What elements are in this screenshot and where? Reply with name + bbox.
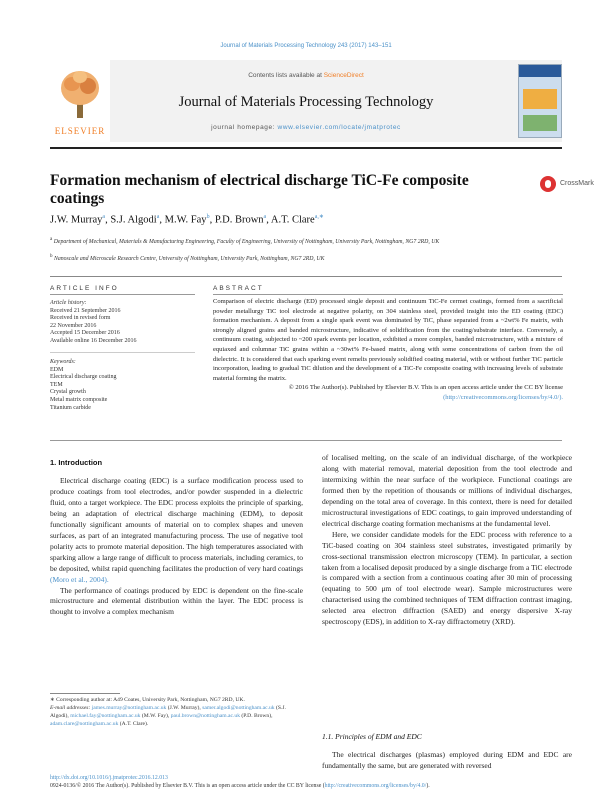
affiliation-b: $^b$ Nanoscale and Microscale Research Centre, University of Nottingham, University Park, Nottingham, NG7 2RD, UK bbox=[50, 254, 325, 262]
journal-title: Journal of Materials Processing Technology bbox=[178, 94, 434, 110]
bottom-reference bbox=[50, 774, 570, 790]
crossmark-label: CrossMark bbox=[560, 180, 594, 187]
email-link[interactable]: adam.clare@nottingham.ac.uk bbox=[50, 721, 119, 727]
keywords bbox=[50, 359, 190, 412]
right-column bbox=[322, 453, 572, 628]
email-link[interactable]: paul.brown@nottingham.ac.uk bbox=[170, 713, 240, 719]
author: S.J. Algodi bbox=[110, 214, 157, 226]
journal-masthead bbox=[50, 60, 562, 142]
article-title: Formation mechanism of electrical discharge TiC-Fe composite coatings bbox=[50, 172, 469, 207]
intro-heading: 1. Introduction bbox=[50, 458, 103, 467]
email-link[interactable]: michael.fay@nottingham.ac.uk bbox=[70, 713, 141, 719]
abstract-text: Comparison of electric discharge (ED) processed single deposit and continuum TiC-Fe cermet coatings, formed from a sacrificial powder metallurgy TiC tool electrode at negative polarity, on 304 stainless steel, provided insight into the ED coating (EDC) formation mechanism. A deposit from a single spark event was dominated by TiC, phase separated from a ~2wt% Fe matrix, with strongly aligned grains and banded microstructure, indicative of solidification from the coating/substrate interface. Conversely, a continuum coating, subjected to ~200 spark events per location, exhibited a more complex, banded microstructure, with a mixture of equiaxed and columnar TiC grains within a ~30wt% Fe-based matrix, along with some concentrations of carbon from the oil dielectric. It is considered that each sparking event remelts previously solidified coating material, with or without further TiC particle incorporation, leading to gradual TiC dilution and the development of a TiC-Fe composite coating with increasing levels of substrate material forming the matrix. © 2016 The Author(s). Published by Elsevier B.V. This is an open access article under the CC BY license (http://creativecommons.org/licenses/by/4.0/). bbox=[213, 298, 563, 401]
keyword: Crystal growth bbox=[50, 389, 86, 396]
corresponding-author-note: ∗ Corresponding author at: A49 Coates, University Park, Nottingham, NG7 2RD, UK. bbox=[50, 697, 245, 703]
journal-cover-thumbnail bbox=[518, 64, 562, 138]
keyword: TEM bbox=[50, 381, 63, 388]
body-rule bbox=[50, 440, 562, 441]
author: M.W. Fay bbox=[164, 214, 207, 226]
keyword: Electrical discharge coating bbox=[50, 374, 117, 381]
paragraph: The electrical discharges (plasmas) employed during EDM and EDC are fundamentally the same, but are generated with reversed bbox=[322, 750, 572, 770]
affiliation-a: $^a$ Department of Mechanical, Materials & Manufacturing Engineering, Faculty of Engineering, University of Nottingham, University Park, Nottingham, NG7 2RD, UK bbox=[50, 237, 440, 245]
issn-line: 0924-0136/© 2016 The Author(s). Published by Elsevier B.V. This is an open access article under the CC BY license (http://creativecommons.org/licenses/by/4.0/). bbox=[50, 783, 430, 789]
history-item: 22 November 2016 bbox=[50, 322, 97, 329]
section-rule bbox=[50, 276, 562, 277]
author: J.W. Murray bbox=[50, 214, 103, 226]
crossmark-icon bbox=[540, 176, 556, 192]
license-link[interactable]: http://creativecommons.org/licenses/by/4.0/ bbox=[324, 783, 427, 789]
author: A.T. Clare bbox=[270, 214, 315, 226]
paragraph: Here, we consider candidate models for the EDC process with reference to a TiC-based coating on 304 stainless steel substrates, investigated primarily by cross-sectional transmission electron microscopy (TEM). In particular, a section taken from a localised deposit produced by a single discharge from a TiC electrode is compared with a section from a continuous coating after 30 min of processing (equating to 500 μm of tool electrode wear). Sample microstructures were characterised using the combined techniques of TEM diffraction contrast imaging, selected area electron diffraction (SAED) and energy dispersive X-ray spectroscopy (EDS), in addition to X-ray diffractometry (XRD). bbox=[322, 529, 572, 627]
citation-link[interactable]: (Moro et al., 2004). bbox=[50, 574, 109, 584]
license-line: © 2016 The Author(s). Published by Elsevier B.V. This is an open access article under the CC BY license (http://creativecommons.org/licenses/by/4.0/). bbox=[288, 384, 563, 401]
author: P.D. Brown bbox=[214, 214, 264, 226]
author-affiliation-mark[interactable]: a,∗ bbox=[314, 214, 324, 220]
author-affiliation-mark[interactable]: a bbox=[156, 214, 160, 220]
email-addresses: E-mail addresses: james.murray@nottingham.ac.uk (J.W. Murray), samer.algodi@nottingham.ac.uk (S.J. Algodi), michael.fay@nottingham.ac.uk (M.W. Fay), paul.brown@nottingham.ac.uk (P.D. Brown), adam.clare@nottingham.ac.uk (A.T. Clare). bbox=[50, 705, 286, 727]
paragraph: The performance of coatings produced by EDC is dependent on the fine-scale microstructure and elemental distribution within the layer. The EDC process is thought to involve a complex mechanism bbox=[50, 585, 303, 617]
author-affiliation-mark[interactable]: b bbox=[206, 214, 210, 220]
email-link[interactable]: samer.algodi@nottingham.ac.uk bbox=[202, 705, 275, 711]
abstract-heading: ABSTRACT bbox=[213, 285, 264, 292]
paragraph: Electrical discharge coating (EDC) is a surface modification process used to produce coatings from tool electrodes, and/or powder suspended in a dielectric fluid, onto a target workpiece. The EDC process exploits the principle of sparking, being an adaptation of electrical discharge machining (EDM), to deposit functionally significant amounts of material on to complex shapes and uneven surfaces, as part of an integrated manufacturing process. The use of negative tool polarity acts to promote material deposition. The high temperatures associated with sparking allow a large range of difficult to process materials, including ceramics, to be deposited, whilst rapid quenching facilitates the production of very hard coatings (Moro et al., 2004). bbox=[50, 476, 303, 584]
article-info-heading: ARTICLE INFO bbox=[50, 285, 119, 292]
journal-homepage-link[interactable]: www.elsevier.com/locate/jmatprotec bbox=[277, 124, 401, 131]
footnote-rule bbox=[50, 693, 120, 694]
history-item: Received 21 September 2016 bbox=[50, 307, 121, 314]
sciencedirect-link[interactable]: ScienceDirect bbox=[323, 72, 364, 79]
header-rule bbox=[50, 147, 562, 149]
right-column-continued bbox=[322, 750, 572, 772]
crossmark-button[interactable] bbox=[540, 176, 610, 198]
history-item: Available online 16 December 2016 bbox=[50, 337, 137, 344]
author-affiliation-mark[interactable]: a bbox=[263, 214, 267, 220]
doi-link[interactable]: http://dx.doi.org/10.1016/j.jmatprotec.2016.12.013 bbox=[50, 775, 168, 781]
email-link[interactable]: james.murray@nottingham.ac.uk bbox=[91, 705, 167, 711]
keywords-rule bbox=[50, 352, 195, 353]
history-label: Article history: bbox=[50, 300, 87, 306]
footnotes bbox=[50, 696, 300, 728]
paragraph: of localised melting, on the scale of an individual discharge, of the workpiece along with material removal, material deposition from the tool electrode and intermixing within the near surface of the workpiece. Functional coatings are formed then by the repetition of thousands or millions of individual discharges, depending on the total area of coverage. In this context, there is need for detailed microstructural investigations of EDC coatings, to gain improved understanding of electrical discharge coating formation mechanisms at the fundamental level. bbox=[322, 453, 572, 528]
license-link[interactable]: (http://creativecommons.org/licenses/by/4.0/). bbox=[443, 393, 563, 401]
left-column bbox=[50, 476, 303, 618]
contents-line: Contents lists available at ScienceDirect bbox=[248, 72, 364, 79]
journal-reference[interactable]: Journal of Materials Processing Technology 243 (2017) 143–151 bbox=[220, 43, 392, 49]
elsevier-tree-icon bbox=[58, 68, 102, 120]
history-item: Accepted 15 December 2016 bbox=[50, 330, 120, 337]
keyword: Metal matrix composite bbox=[50, 396, 108, 403]
author-affiliation-mark[interactable]: a bbox=[102, 214, 106, 220]
article-history bbox=[50, 300, 190, 346]
keyword: Titanium carbide bbox=[50, 404, 91, 411]
elsevier-logo bbox=[50, 60, 110, 142]
author-list: J.W. Murray$^a$, S.J. Algodi$^a$, M.W. Fay$^b$, P.D. Brown$^a$, A.T. Clare$^{a,∗}$ bbox=[50, 214, 324, 226]
history-item: Received in revised form bbox=[50, 315, 111, 322]
abstract-rule bbox=[213, 294, 563, 295]
homepage-line: journal homepage: www.elsevier.com/locate/jmatprotec bbox=[211, 124, 401, 131]
publisher-name: ELSEVIER bbox=[54, 126, 106, 136]
keyword: EDM bbox=[50, 366, 64, 373]
article-info-rule bbox=[50, 294, 195, 295]
subsection-heading: 1.1. Principles of EDM and EDC bbox=[322, 732, 422, 741]
keywords-label: Keywords: bbox=[50, 359, 76, 365]
